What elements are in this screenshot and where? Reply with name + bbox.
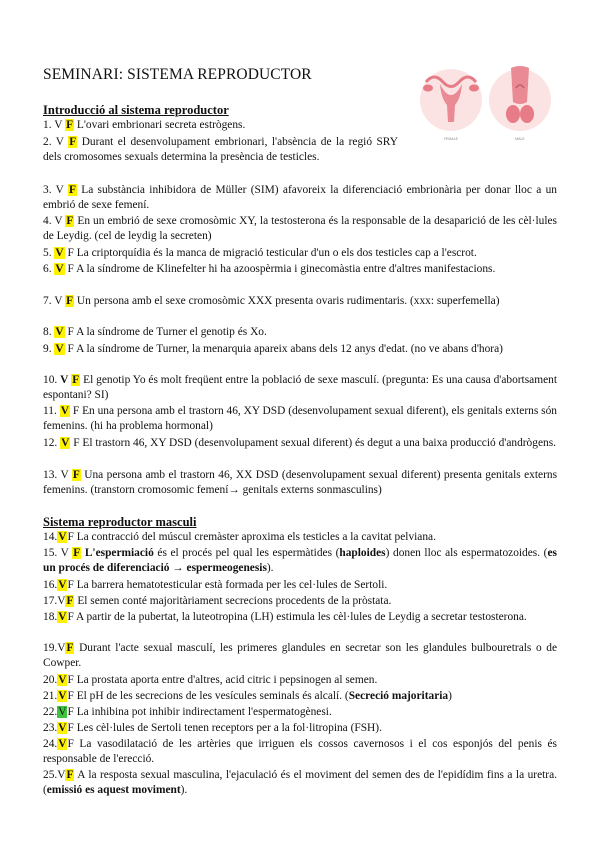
question-1	[43, 118, 398, 133]
answer-true: V	[55, 136, 64, 148]
answer-false: F	[67, 579, 74, 591]
question-number: 11.	[43, 405, 57, 417]
answer-true: V	[54, 215, 63, 227]
question-11	[43, 404, 557, 434]
answer-true: V	[54, 119, 63, 131]
question-2	[43, 135, 398, 165]
question-23	[43, 721, 557, 736]
question-text: La contracció del múscul cremàster aproxima els testicles a la cavitat pelviana.	[76, 531, 436, 543]
answer-false: F	[72, 405, 80, 417]
question-number: 10.	[43, 374, 58, 386]
answer-false: F	[67, 343, 74, 355]
question-text: A la síndrome de Klinefelter hi ha azoospèrmia i ginecomàstia entre d'altres manifestacions.	[76, 263, 496, 275]
answer-true-selected: V	[58, 690, 67, 702]
question-text: La criptorquídia és la manca de migració testicular d'un o els dos testicles cap a l'escrot.	[76, 247, 477, 259]
answer-false-selected: F	[66, 119, 74, 131]
question-number: 5.	[43, 247, 52, 259]
question-number: 18.	[43, 611, 58, 623]
question-20	[43, 673, 557, 688]
question-13	[43, 468, 557, 498]
answer-true-selected: V	[58, 674, 67, 686]
question-number: 16.	[43, 579, 58, 591]
answer-true-selected: V	[58, 738, 67, 750]
question-24	[43, 737, 557, 767]
question-21	[43, 689, 557, 704]
question-17	[43, 594, 557, 609]
question-text: ).	[180, 784, 188, 796]
question-number: 20.	[43, 674, 58, 686]
question-18	[43, 610, 557, 625]
question-number: 21.	[43, 690, 58, 702]
question-number: 17.	[43, 595, 58, 607]
question-text: ).	[266, 562, 274, 574]
question-text: ) donen lloc als espermatozoides. (	[385, 547, 548, 559]
question-number: 24.	[43, 738, 58, 750]
answer-true-selected: V	[55, 263, 64, 275]
answer-false: F	[67, 690, 74, 702]
section-heading-intro: Introducció al sistema reproductor	[43, 103, 229, 117]
answer-false-selected: F	[66, 295, 74, 307]
question-text: El pH de les secrecions de les vesícules seminals és alcalí. (	[76, 690, 349, 702]
answer-true: V	[60, 374, 69, 386]
question-text: La inhibina pot inhibir indirectament l'espermatogènesi.	[76, 706, 332, 718]
question-16	[43, 578, 557, 593]
question-3	[43, 183, 557, 213]
question-number: 7.	[43, 295, 52, 307]
answer-true-selected: V	[58, 722, 67, 734]
answer-false-selected: F	[66, 595, 74, 607]
question-text: El semen conté majoritàriament secrecions procedents de la pròstata.	[77, 595, 392, 607]
male-caption: MALE	[515, 137, 525, 141]
question-text: La vasodilatació de les artèries que irriguen els cossos cavernosos i el cos esponjós del penis és responsable de l'erecció.	[43, 738, 557, 765]
question-text: A la síndrome de Turner el genotip és Xo.	[76, 326, 267, 338]
question-note-bold: emissió es aquest moviment	[46, 784, 181, 796]
answer-false-selected: F	[66, 215, 74, 227]
question-25	[43, 768, 557, 798]
answer-true: V	[60, 547, 69, 559]
answer-true-selected: V	[61, 437, 70, 449]
question-text-bold: haploides	[339, 547, 386, 559]
question-7	[43, 294, 557, 309]
answer-false: F	[67, 263, 74, 275]
answer-true-selected: V	[58, 579, 67, 591]
answer-true: V	[57, 642, 66, 654]
answer-true-selected: V	[60, 405, 69, 417]
question-text: Durant el desenvolupament embrionari, l'absència de la regió SRY dels cromosomes sexuals determina la presència de testicles.	[43, 136, 398, 163]
section-heading-male: Sistema reproductor masculi	[43, 515, 197, 529]
answer-true-selected: V	[55, 343, 64, 355]
question-5	[43, 246, 557, 261]
question-number: 25.	[43, 769, 58, 781]
question-text: La prostata aporta entre d'altres, acid citric i pepsinogen al semen.	[76, 674, 378, 686]
answer-true-selected: V	[55, 247, 64, 259]
question-number: 1.	[43, 119, 52, 131]
question-4	[43, 214, 557, 244]
question-number: 19.	[43, 642, 58, 654]
question-number: 22.	[43, 706, 58, 718]
question-10	[43, 373, 557, 403]
answer-true: V	[57, 595, 66, 607]
female-caption: FEMALE	[443, 137, 459, 141]
answer-false-selected: F	[73, 547, 81, 559]
question-8	[43, 325, 557, 340]
answer-true-selected: V	[58, 531, 67, 543]
question-text: Una persona amb el trastorn 46, XX DSD (desenvolupament sexual diferent) presenta genitals externs femenins. (transtorn cromosomic femení→ genitals externs sonmasculins)	[43, 469, 557, 496]
answer-false-selected: F	[72, 469, 80, 481]
question-text: La barrera hematotesticular està formada per les cel·lules de Sertoli.	[76, 579, 388, 591]
answer-false-selected: F	[69, 136, 77, 148]
question-number: 8.	[43, 326, 52, 338]
answer-false: F	[67, 531, 74, 543]
question-19	[43, 641, 557, 671]
question-text: és el procés pel qual les espermàtides (	[153, 547, 340, 559]
question-text: El trastorn 46, XY DSD (desenvolupament sexual diferent) és degut a una baixa producció d'andrògens.	[82, 437, 556, 449]
answer-false: F	[67, 326, 74, 338]
question-text: A la síndrome de Turner, la menarquia apareix abans dels 12 anys d'edat. (no ve abans d'hora)	[76, 343, 503, 355]
answer-true-selected: V	[58, 611, 67, 623]
question-note-bold: Secreció majoritaria	[348, 690, 449, 702]
question-text: Durant l'acte sexual masculí, les primeres glandules en secretar son les glandules bulbouretrals o de Cowper.	[43, 642, 557, 669]
answer-false: F	[67, 706, 74, 718]
question-number: 2.	[43, 136, 52, 148]
question-text: A partir de la pubertat, la luteotropina (LH) estimula les cèl·lules de Leydig a secretar testosterona.	[76, 611, 527, 623]
page-title: SEMINARI: SISTEMA REPRODUCTOR	[43, 66, 312, 83]
question-number: 9.	[43, 343, 52, 355]
question-text: El genotip Yo és molt freqüent entre la població de sexe masculí. (pregunta: Es una causa d'abortsament espontani? SI)	[43, 374, 557, 401]
question-text: En una persona amb el trastorn 46, XY DSD (desenvolupament sexual diferent), els genitals externs són femenins. (hi ha problema hormonal)	[43, 405, 557, 432]
answer-false: F	[67, 738, 74, 750]
question-text-bold: L'espermiació	[84, 547, 154, 559]
female-reproductive-icon	[420, 69, 482, 131]
answer-false: F	[67, 247, 74, 259]
question-number: 13.	[43, 469, 58, 481]
question-note-bold: es un procés de diferenciació → espermeogenesis	[43, 547, 557, 574]
question-text: Un persona amb el sexe cromosòmic XXX presenta ovaris rudimentaris. (xxx: superfemella)	[76, 295, 500, 307]
reproductive-system-illustration	[414, 58, 560, 148]
question-number: 14.	[43, 531, 58, 543]
question-number: 3.	[43, 184, 52, 196]
question-number: 6.	[43, 263, 52, 275]
answer-true: V	[54, 295, 63, 307]
question-text: )	[448, 690, 452, 702]
question-12	[43, 436, 557, 451]
answer-true: V	[60, 469, 69, 481]
question-9	[43, 342, 557, 357]
answer-true: V	[57, 769, 66, 781]
question-text: A la resposta sexual masculina, l'ejaculació és el moviment del semen des de l'epidídim fins a la uretra. (	[43, 769, 558, 796]
answer-false: F	[67, 722, 74, 734]
question-number: 15.	[43, 547, 58, 559]
question-number: 12.	[43, 437, 58, 449]
question-number: 4.	[43, 215, 52, 227]
question-text: La substància inhibidora de Müller (SIM) afavoreix la diferenciació embrionària per donar lloc a un embrió de sexe femení.	[43, 184, 557, 211]
answer-false-selected: F	[72, 374, 80, 386]
question-number: 23.	[43, 722, 58, 734]
answer-false-selected: F	[66, 769, 74, 781]
question-text: L'ovari embrionari secreta estrògens.	[76, 119, 246, 131]
answer-false: F	[73, 437, 80, 449]
answer-true-selected: V	[58, 706, 67, 718]
answer-true-selected: V	[55, 326, 64, 338]
question-text: Les cèl·lules de Sertoli tenen receptors per a la fol·litropina (FSH).	[76, 722, 382, 734]
answer-false-selected: F	[68, 184, 76, 196]
question-6	[43, 262, 557, 277]
question-22	[43, 705, 557, 720]
answer-false: F	[67, 674, 74, 686]
question-14	[43, 530, 557, 545]
answer-false: F	[67, 611, 74, 623]
question-15	[43, 546, 557, 576]
answer-false-selected: F	[66, 642, 74, 654]
question-text: En un embrió de sexe cromosòmic XY, la testosterona és la responsable de la desaparició de les cèl·lules de Leydig. (cel de leydig la secreten)	[43, 215, 557, 242]
answer-true: V	[55, 184, 64, 196]
